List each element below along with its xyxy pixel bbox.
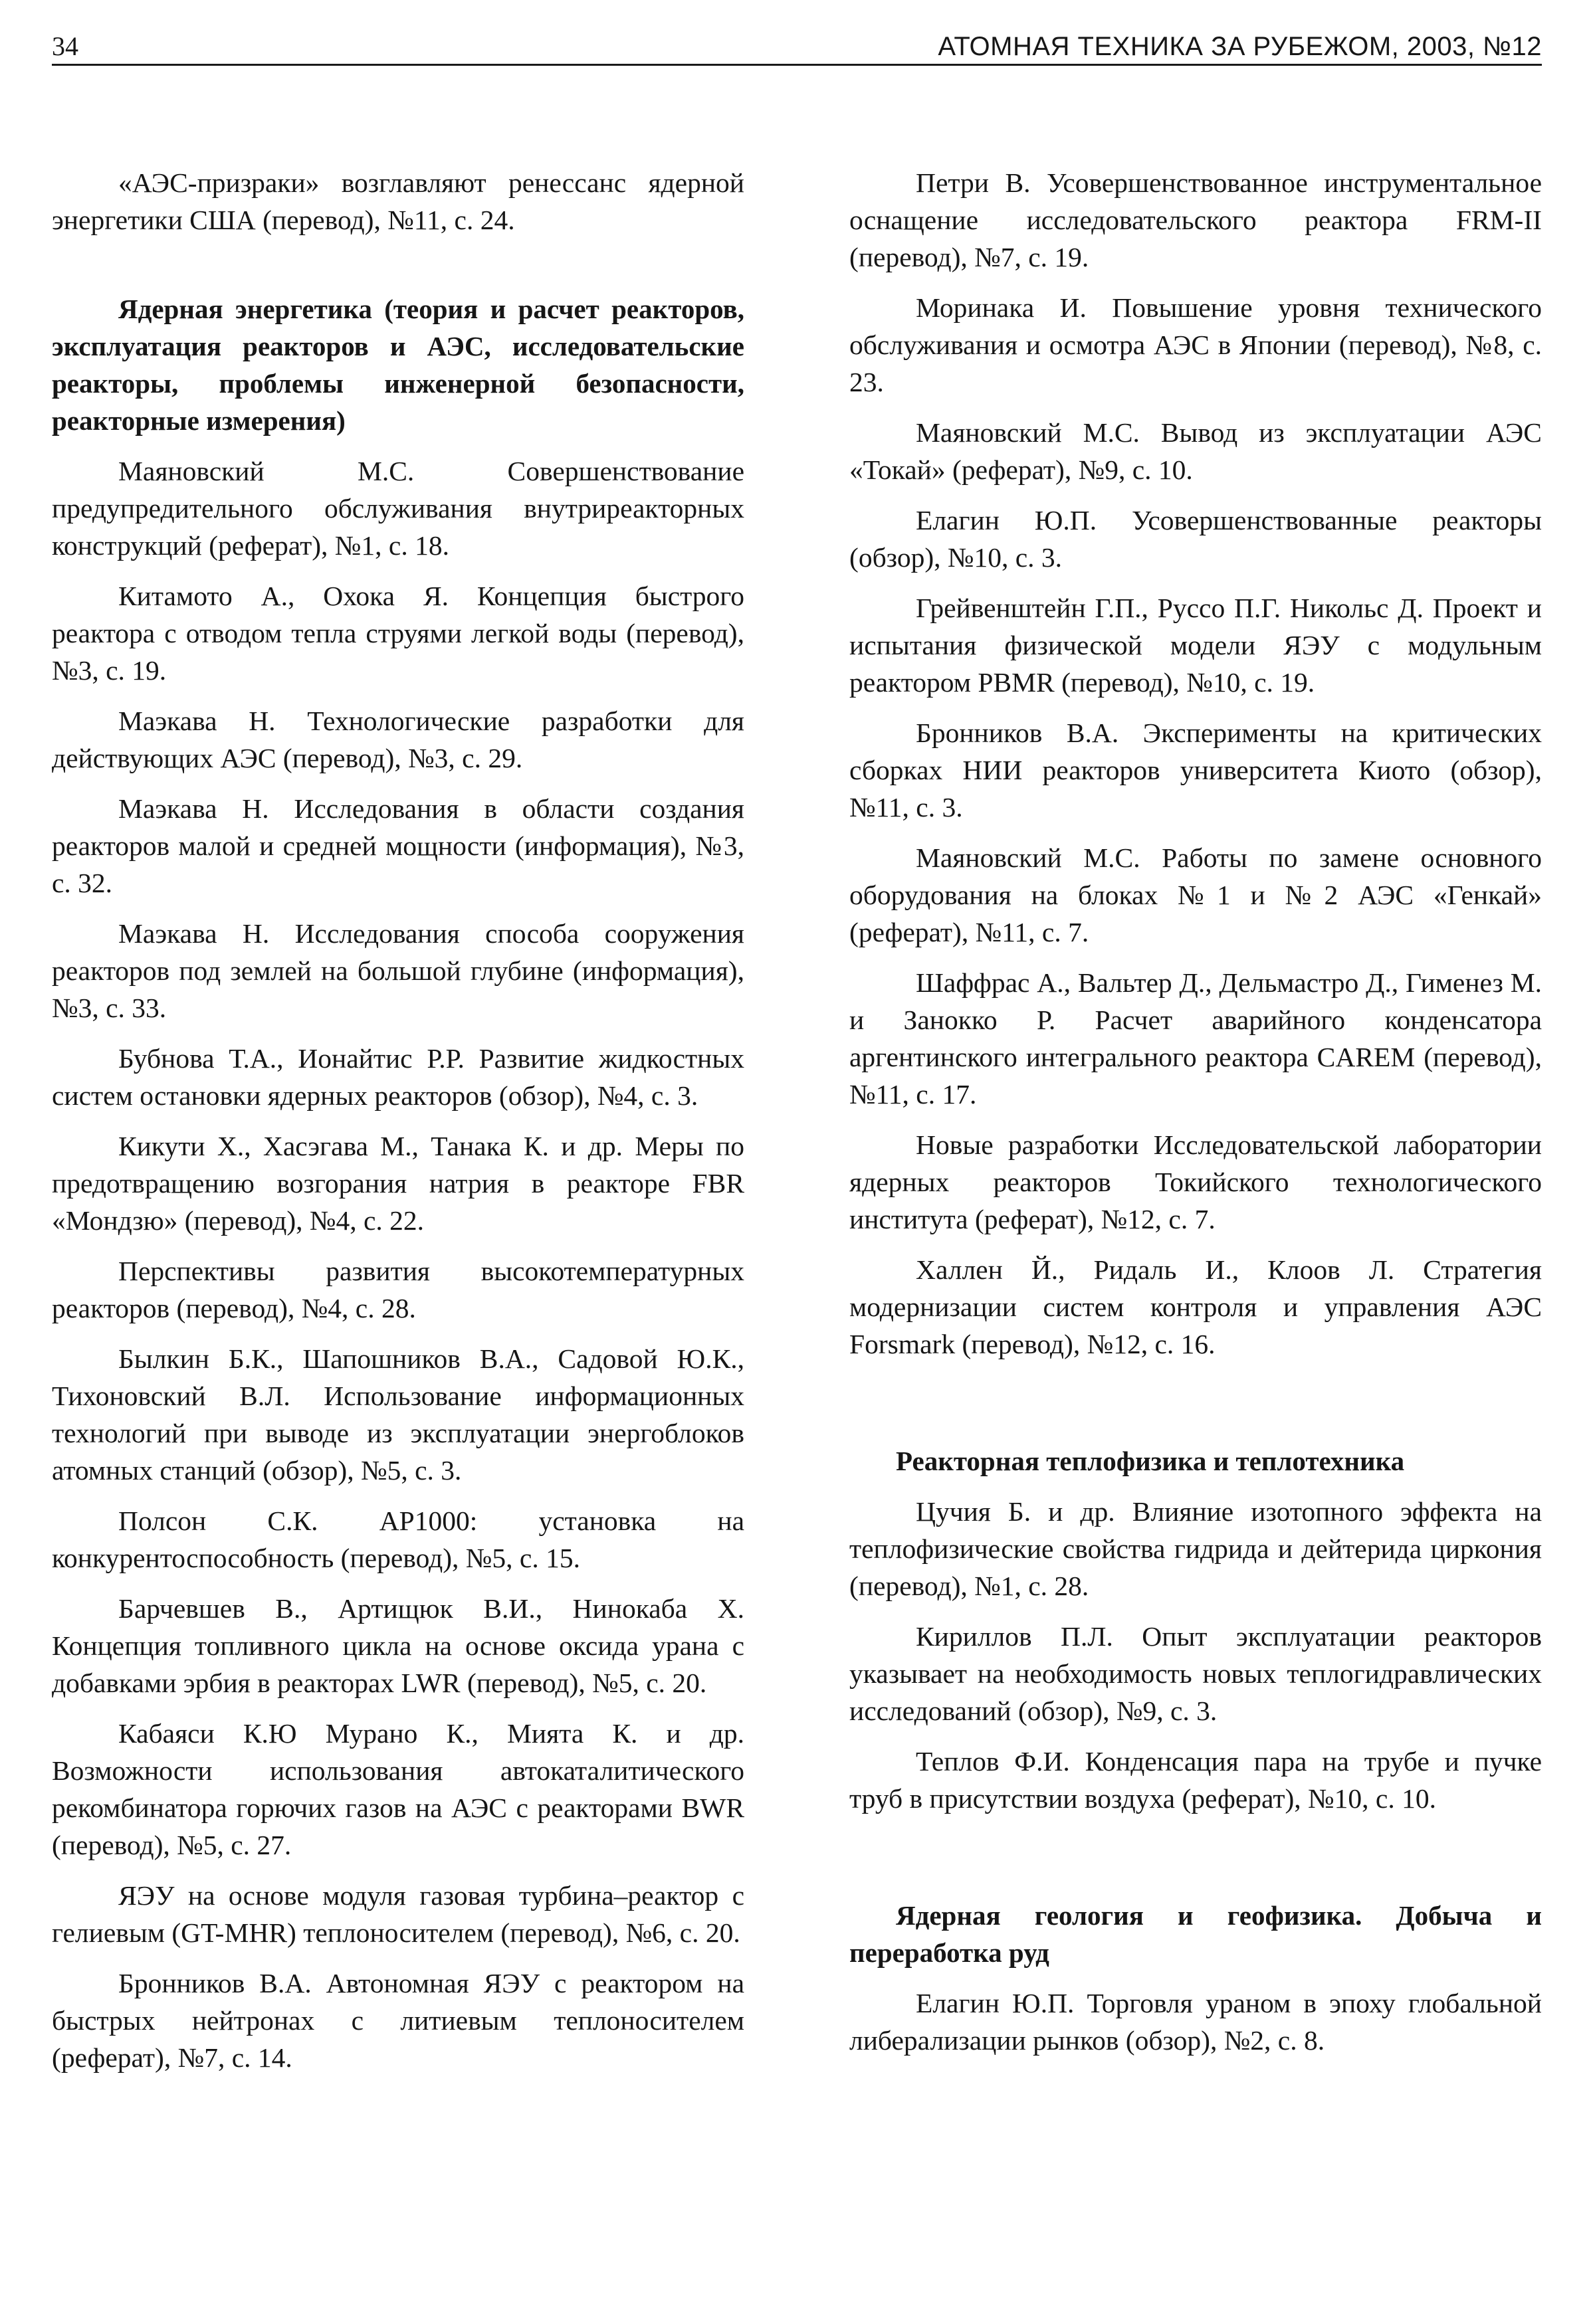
bibliography-entry: Маяновский М.С. Работы по замене основного оборудования на блоках №1 и №2 АЭС «Генкай» (реферат), №11, с. 7. (849, 842, 1542, 947)
bibliography-entry: Новые разработки Исследовательской лаборатории ядерных реакторов Токийского технологического института (реферат), №12, с. 7. (849, 1129, 1542, 1234)
bibliography-entry: Теплов Ф.И. Конденсация пара на трубе и пучке труб в присутствии воздуха (реферат), №10, с. 10. (849, 1746, 1542, 1814)
bibliography-entry: Полсон С.К. АР1000: установка на конкурентоспособность (перевод), №5, с. 15. (52, 1505, 744, 1573)
bibliography-entry: Грейвенштейн Г.П., Руссо П.Г. Никольс Д. Проект и испытания физической модели ЯЭУ с модульным реактором PBMR (перевод), №10, с. 19. (849, 593, 1542, 698)
section-heading: Реакторная теплофизика и теплотехника (896, 1446, 1405, 1476)
bibliography-entry: Маэкава Н. Исследования в области создания реакторов малой и средней мощности (информация), №3, с. 32. (52, 793, 744, 898)
page-number: 34 (52, 31, 78, 61)
bibliography-entry: Китамото А., Охока Я. Концепция быстрого реактора с отводом тепла струями легкой воды (перевод), №3, с. 19. (52, 581, 744, 686)
bibliography-entry: Маэкава Н. Исследования способа сооружения реакторов под землей на большой глубине (информация), №3, с. 33. (52, 918, 744, 1023)
bibliography-entry: Кабаяси К.Ю Мурано К., Мията К. и др. Возможности использования автокаталитического рекомбинатора горючих газов на АЭС с реакторами BWR (перевод), №5, с. 27. (52, 1718, 744, 1860)
bibliography-entry: Кикути Х., Хасэгава М., Танака К. и др. Меры по предотвращению возгорания натрия в реакторе FBR «Мондзю» (перевод), №4, с. 22. (52, 1131, 744, 1236)
bibliography-entry: Халлен Й., Ридаль И., Клоов Л. Стратегия модернизации систем контроля и управления АЭС Forsmark (перевод), №12, с. 16. (849, 1254, 1542, 1359)
bibliography-entry: Перспективы развития высокотемпературных реакторов (перевод), №4, с. 28. (52, 1256, 744, 1323)
page-header (52, 25, 1542, 66)
bibliography-entry: Бубнова Т.А., Ионайтис Р.Р. Развитие жидкостных систем остановки ядерных реакторов (обзор), №4, с. 3. (52, 1043, 744, 1111)
bibliography-entry: Бронников В.А. Эксперименты на критических сборках НИИ реакторов университета Киото (обзор), №11, с. 3. (849, 718, 1542, 823)
bibliography-entry: ЯЭУ на основе модуля газовая турбина–реактор с гелиевым (GT-MHR) теплоносителем (перевод), №6, с. 20. (52, 1880, 744, 1948)
section-heading: Ядерная геология и геофизика. Добыча и переработка руд (849, 1900, 1542, 1968)
section-heading: Ядерная энергетика (теория и расчет реакторов, эксплуатация реакторов и АЭС, исследовательские реакторы, проблемы инженерной безопасности, реакторные измерения) (52, 294, 744, 436)
bibliography-entry: Кириллов П.Л. Опыт эксплуатации реакторов указывает на необходимость новых теплогидравлических исследований (обзор), №9, с. 3. (849, 1621, 1542, 1726)
bibliography-entry: Елагин Ю.П. Усовершенствованные реакторы (обзор), №10, с. 3. (849, 505, 1542, 573)
two-column-body (52, 164, 1542, 2089)
bibliography-entry: Маяновский М.С. Совершенствование предупредительного обслуживания внутриреакторных конструкций (реферат), №1, с. 18. (52, 456, 744, 561)
bibliography-entry: Петри В. Усовершенствованное инструментальное оснащение исследовательского реактора FRM-II (перевод), №7, с. 19. (849, 167, 1542, 272)
bibliography-entry: «АЭС-призраки» возглавляют ренессанс ядерной энергетики США (перевод), №11, с. 24. (52, 167, 744, 235)
bibliography-entry: Маэкава Н. Технологические разработки для действующих АЭС (перевод), №3, с. 29. (52, 706, 744, 773)
right-column (849, 164, 1542, 2089)
bibliography-entry: Былкин Б.К., Шапошников В.А., Садовой Ю.К., Тихоновский В.Л. Использование информационных технологий при выводе из эксплуатации энергоблоков атомных станций (обзор), №5, с. 3. (52, 1343, 744, 1486)
bibliography-entry: Маяновский М.С. Вывод из эксплуатации АЭС «Токай» (реферат), №9, с. 10. (849, 417, 1542, 485)
journal-title: АТОМНАЯ ТЕХНИКА ЗА РУБЕЖОМ, 2003, №12 (938, 32, 1542, 61)
bibliography-entry: Цучия Б. и др. Влияние изотопного эффекта на теплофизические свойства гидрида и дейтерида циркония (перевод), №1, с. 28. (849, 1496, 1542, 1601)
left-column (52, 164, 744, 2089)
bibliography-entry: Бронников В.А. Автономная ЯЭУ с реактором на быстрых нейтронах с литиевым теплоносителем (реферат), №7, с. 14. (52, 1968, 744, 2073)
bibliography-entry: Елагин Ю.П. Торговля ураном в эпоху глобальной либерализации рынков (обзор), №2, с. 8. (849, 1988, 1542, 2056)
bibliography-entry: Шаффрас А., Вальтер Д., Дельмастро Д., Гименез М. и Занокко Р. Расчет аварийного конденсатора аргентинского интегрального реактора CAREM (перевод), №11, с. 17. (849, 967, 1542, 1110)
bibliography-entry: Барчевшев В., Артищюк В.И., Нинокаба Х. Концепция топливного цикла на основе оксида урана с добавками эрбия в реакторах LWR (перевод), №5, с. 20. (52, 1593, 744, 1698)
bibliography-entry: Моринака И. Повышение уровня технического обслуживания и осмотра АЭС в Японии (перевод), №8, с. 23. (849, 292, 1542, 397)
